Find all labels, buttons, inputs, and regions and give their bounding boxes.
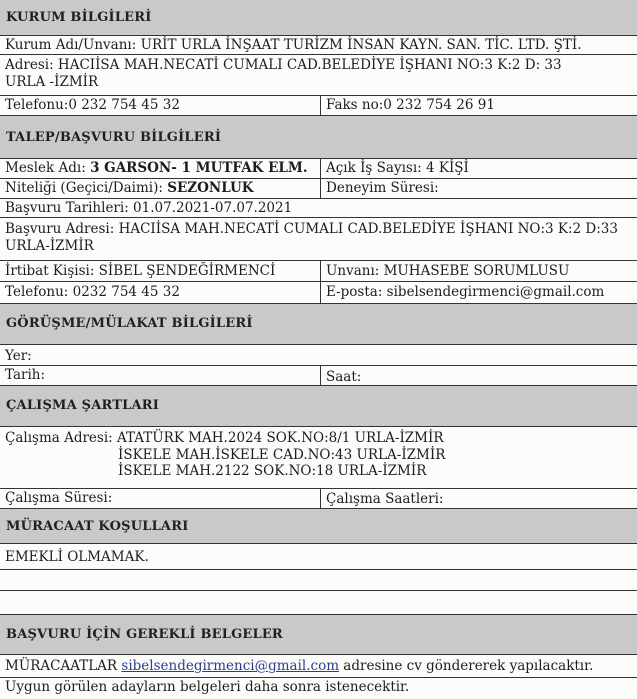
basvuru-adres-row — [0, 218, 637, 261]
belgeler-line2-row — [0, 678, 637, 699]
calisma-suresi: Çalışma Süresi: — [5, 490, 113, 506]
belgeler-line2: Uygun görülen adayların belgeleri daha sonra istenecektir. — [5, 679, 410, 695]
section-header-calisma — [0, 386, 637, 427]
section-header-muracaat — [0, 509, 637, 544]
kurum-adres: Adresi: HACIİSA MAH.NECATİ CUMALI CAD.BELEDİYE İŞHANI NO:3 K:2 D: 33 URLA -İZMİR — [5, 57, 562, 90]
muracaat-kosul-row — [0, 544, 637, 570]
yer-row — [0, 345, 637, 366]
irtibat-row — [0, 261, 637, 282]
nitelik-row — [0, 179, 637, 199]
section-title: ÇALIŞMA ŞARTLARI — [6, 398, 160, 413]
calisma-adresi-row — [0, 427, 637, 489]
basvuru-tarihleri: Başvuru Tarihleri: 01.07.2021-07.07.2021 — [5, 200, 293, 216]
acik-is-sayisi: Açık İş Sayısı: 4 KİŞİ — [320, 159, 469, 178]
kurum-telefon: Telefonu:0 232 754 45 32 — [5, 97, 180, 113]
empty-row — [0, 591, 637, 615]
section-header-gorusme — [0, 304, 637, 345]
section-title: TALEP/BAŞVURU BİLGİLERİ — [6, 130, 222, 145]
meslek-adi: Meslek Adı: 3 GARSON- 1 MUTFAK ELM. — [5, 160, 308, 176]
kurum-adi-row — [0, 36, 637, 55]
belgeler-line1-row — [0, 655, 637, 678]
section-title: GÖRÜŞME/MÜLAKAT BİLGİLERİ — [6, 316, 253, 331]
basvuru-adresi: Başvuru Adresi: HACIİSA MAH.NECATİ CUMALI CAD.BELEDİYE İŞHANI NO:3 K:2 D:33 URLA-İZMİR — [5, 221, 618, 254]
section-header-kurum — [0, 0, 637, 36]
gorusme-tarih: Tarih: — [5, 367, 46, 383]
gorusme-yer: Yer: — [5, 348, 32, 364]
talep-telefon: Telefonu: 0232 754 45 32 — [5, 284, 180, 300]
irtibat-unvani: Unvanı: MUHASEBE SORUMLUSU — [320, 261, 569, 281]
calisma-adresi: Çalışma Adresi: ATATÜRK MAH.2024 SOK.NO:8/1 URLA-İZMİR İSKELE MAH.İSKELE CAD.NO:43 URLA-İZMİR İSKELE MAH.2122 SOK.NO:18 URLA-İZMİR — [5, 430, 446, 479]
kurum-faks: Faks no:0 232 754 26 91 — [320, 96, 495, 115]
calisma-sure-row — [0, 489, 637, 509]
section-title: MÜRACAAT KOŞULLARI — [6, 519, 189, 534]
section-title: BAŞVURU İÇİN GEREKLİ BELGELER — [6, 627, 283, 642]
section-header-talep — [0, 116, 637, 159]
empty-row — [0, 570, 637, 591]
email-link[interactable]: sibelsendegirmenci@gmail.com — [121, 658, 340, 674]
gorusme-saat: Saat: — [320, 366, 361, 385]
belgeler-line1: MÜRACAATLAR sibelsendegirmenci@gmail.com adresine cv göndererek yapılacaktır. — [5, 658, 594, 674]
section-header-belgeler — [0, 615, 637, 655]
muracaat-kosulu: EMEKLİ OLMAMAK. — [5, 549, 149, 565]
basvuru-tarihleri-row — [0, 199, 637, 218]
deneyim-suresi: Deneyim Süresi: — [320, 179, 439, 198]
tarih-saat-row — [0, 366, 637, 386]
talep-eposta: E-posta: sibelsendegirmenci@gmail.com — [320, 282, 604, 303]
section-title: KURUM BİLGİLERİ — [6, 10, 152, 25]
nitelik: Niteliği (Geçici/Daimi): SEZONLUK — [5, 180, 254, 196]
irtibat-kisisi: İrtibat Kişisi: SİBEL ŞENDEĞİRMENCİ — [5, 263, 276, 279]
talep-iletisim-row — [0, 282, 637, 304]
kurum-adres-row — [0, 55, 637, 96]
meslek-row — [0, 159, 637, 179]
kurum-iletisim-row — [0, 96, 637, 116]
calisma-saatleri: Çalışma Saatleri: — [320, 489, 443, 508]
kurum-adi: Kurum Adı/Unvanı: URİT URLA İNŞAAT TURİZM İNSAN KAYN. SAN. TİC. LTD. ŞTİ. — [5, 37, 582, 53]
